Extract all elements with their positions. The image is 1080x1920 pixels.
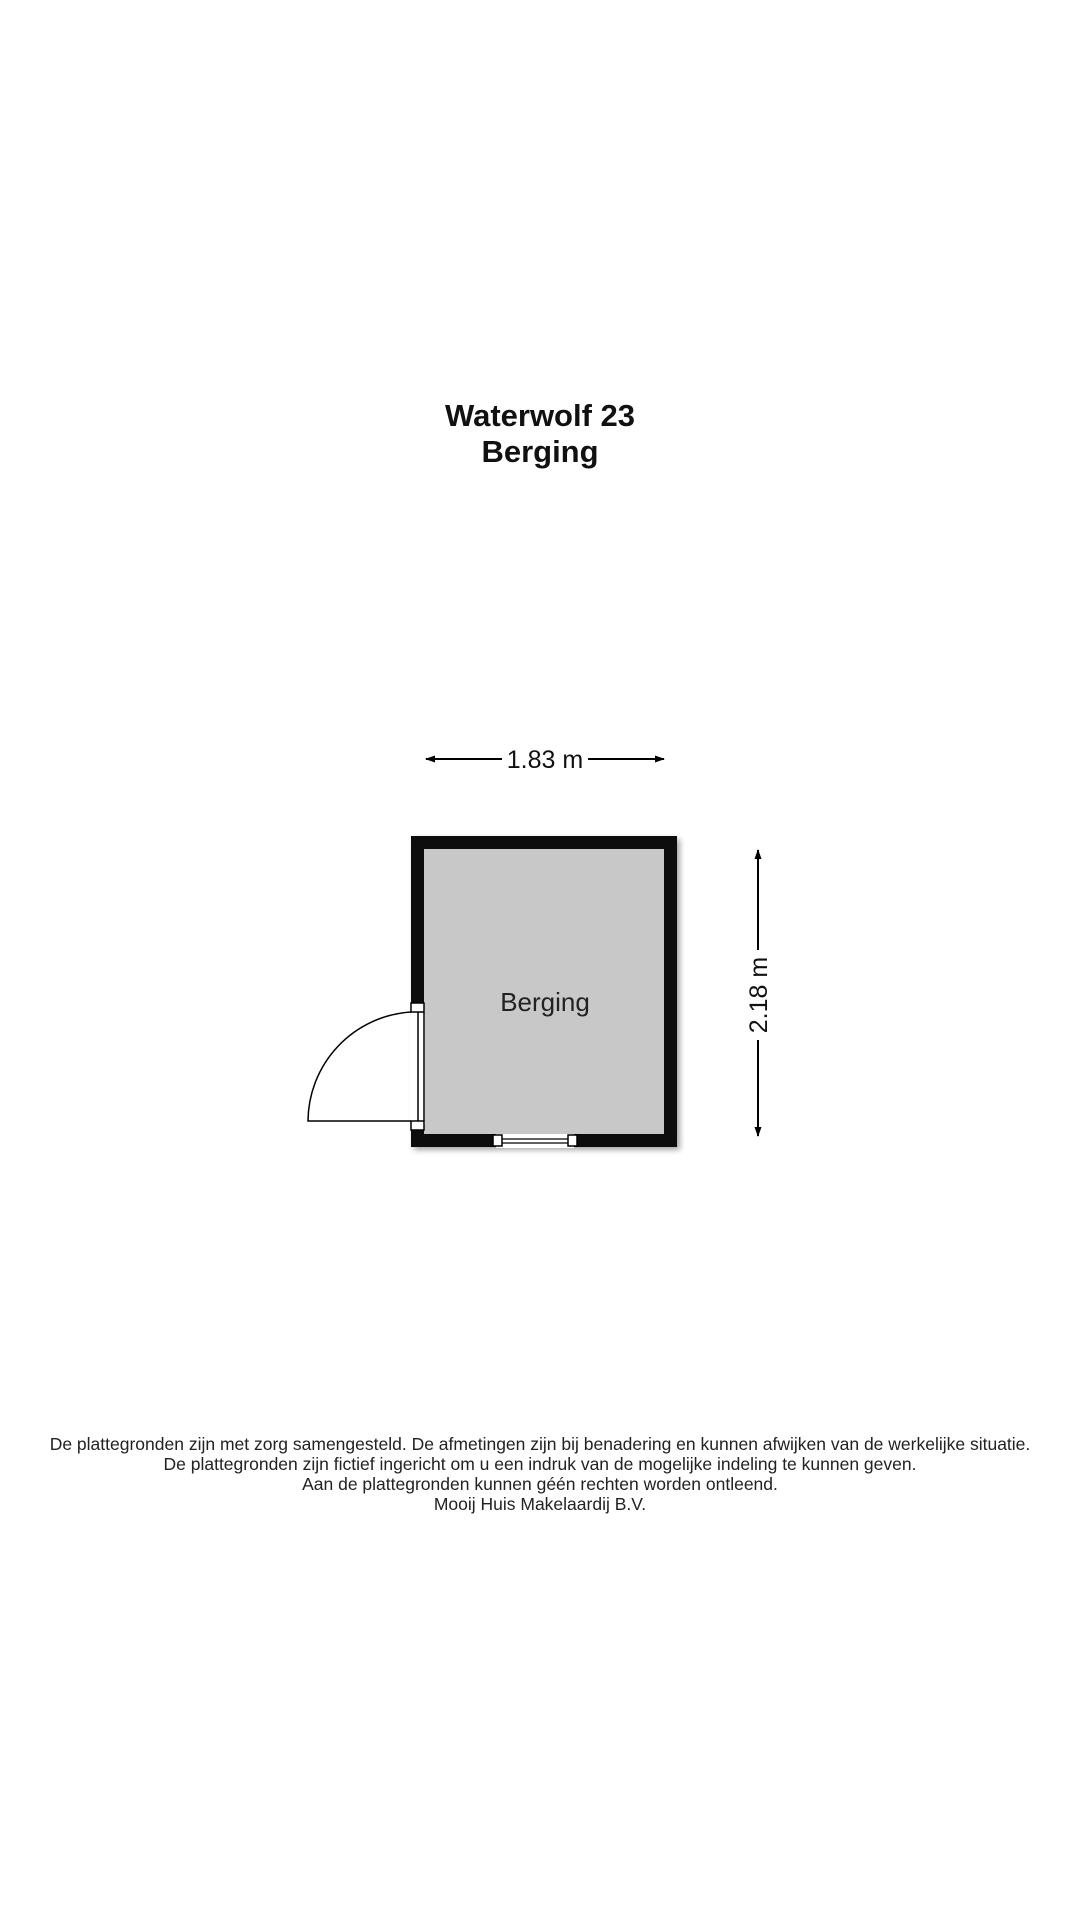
floor-name-title: Berging [481, 434, 599, 469]
window-opening [496, 1134, 574, 1148]
disclaimer-line: Aan de plattegronden kunnen géén rechten worden ontleend. [302, 1474, 778, 1494]
door-frame-top [411, 1003, 424, 1012]
window-frame-left [493, 1135, 502, 1146]
window-frame-right [568, 1135, 577, 1146]
disclaimer-line: De plattegronden zijn met zorg samengesteld. De afmetingen zijn bij benadering en kunnen afwijken van de werkelijke situatie. [49, 1434, 1031, 1454]
width-dimension-label: 1.83 m [506, 746, 584, 774]
width-dimension [426, 746, 664, 774]
address-title: Waterwolf 23 [444, 398, 636, 433]
disclaimer-line: De plattegronden zijn fictief ingericht om u een indruk van de mogelijke indeling te kunnen geven. [163, 1454, 917, 1474]
height-dimension-label: 2.18 m [745, 956, 773, 1034]
room-label: Berging [500, 987, 590, 1017]
room-berging [308, 836, 677, 1148]
door-frame-bottom [411, 1121, 424, 1130]
door [308, 1003, 425, 1130]
disclaimer [0, 1434, 1080, 1514]
window [493, 1134, 577, 1148]
door-swing-arc [308, 1012, 411, 1121]
agency-name: Mooij Huis Makelaardij B.V. [433, 1494, 647, 1514]
height-dimension [745, 850, 773, 1136]
